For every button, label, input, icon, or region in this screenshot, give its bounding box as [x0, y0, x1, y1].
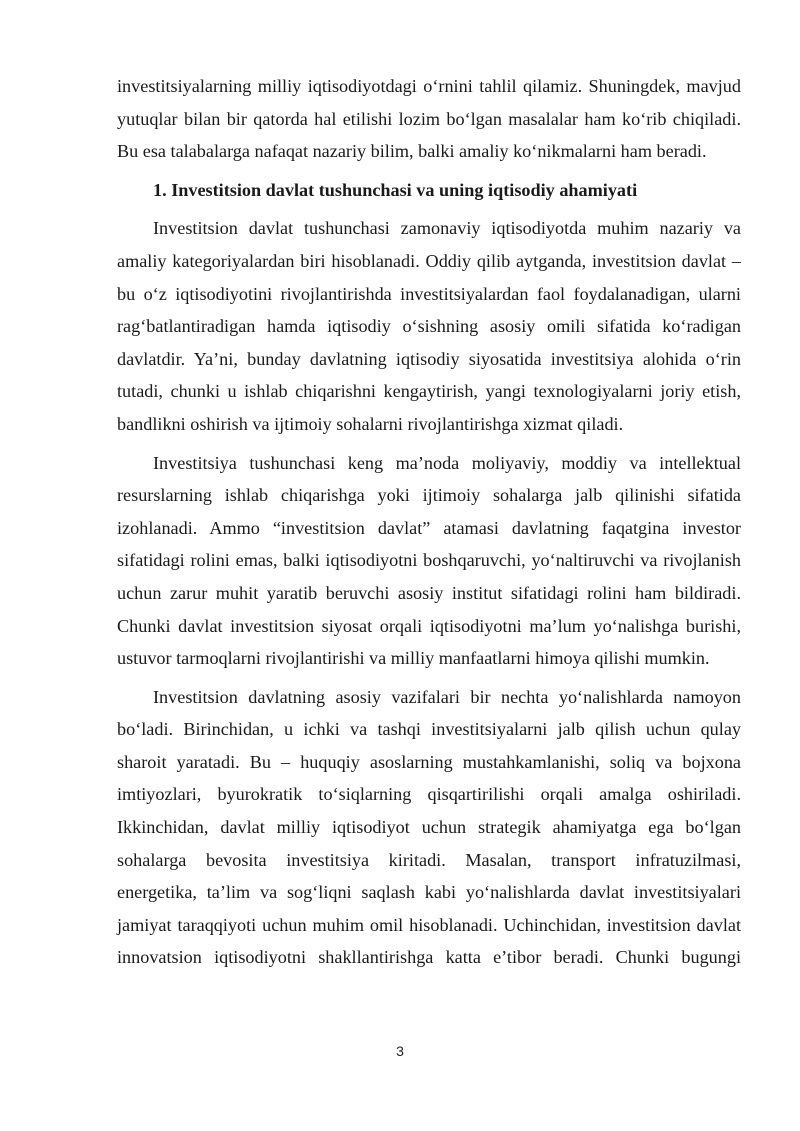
paragraph-line: bu o‘z iqtisodiyotini rivojlantirishda investitsiyalardan faol foydalanadigan, ularni — [117, 283, 741, 304]
paragraph-line: tutadi, chunki u ishlab chiqarishni kengaytirish, yangi texnologiyalarni joriy etish, — [117, 381, 741, 402]
paragraph-line: ustuvor tarmoqlarni rivojlantirishi va milliy manfaatlarni himoya qilishi mumkin. — [117, 648, 710, 669]
section-heading-text: 1. Investitsion davlat tushunchasi va uning iqtisodiy ahamiyati — [153, 179, 638, 200]
paragraph-line: Bu esa talabalarga nafaqat nazariy bilim, balki amaliy ko‘nikmalarni ham beradi. — [117, 141, 707, 162]
paragraph-line: innovatsion iqtisodiyotni shakllantirishga katta e’tibor beradi. Chunki bugungi — [117, 947, 741, 968]
paragraph-line: amaliy kategoriyalardan biri hisoblanadi. Oddiy qilib aytganda, investitsion davlat – — [117, 250, 741, 271]
paragraph-line: jamiyat taraqqiyoti uchun muhim omil hisoblanadi. Uchinchidan, investitsion davlat — [117, 914, 741, 935]
paragraph-2 — [117, 447, 741, 675]
paragraph-line: energetika, ta’lim va sog‘liqni saqlash kabi yo‘nalishlarda davlat investitsiyalari — [117, 882, 741, 903]
paragraph-line: davlatdir. Ya’ni, bunday davlatning iqtisodiy siyosatida investitsiya alohida o‘rin — [117, 348, 741, 369]
paragraph-line: imtiyozlari, byurokratik to‘siqlarning qisqartirilishi orqali amalga oshiriladi. — [117, 784, 741, 805]
paragraph-line: resurslarning ishlab chiqarishga yoki ijtimoiy sohalarga jalb qilinishi sifatida — [117, 485, 741, 506]
document-page — [117, 70, 741, 974]
paragraph-1 — [117, 212, 741, 440]
paragraph-line: investitsiyalarning milliy iqtisodiyotdagi o‘rnini tahlil qilamiz. Shuningdek, mavjud — [117, 76, 741, 96]
paragraph-line: rag‘batlantiradigan hamda iqtisodiy o‘sishning asosiy omili sifatida ko‘radigan — [117, 316, 741, 337]
paragraph-line: uchun zarur muhit yaratib beruvchi asosiy institut sifatidagi rolini ham bildiradi. — [117, 582, 741, 603]
paragraph-line: bandlikni oshirish va ijtimoiy sohalarni rivojlantirishga xizmat qiladi. — [117, 413, 624, 434]
paragraph-line: yutuqlar bilan bir qatorda hal etilishi lozim bo‘lgan masalalar ham ko‘rib chiqiladi. — [117, 108, 741, 129]
paragraph-line: sharoit yaratadi. Bu – huquqiy asoslarning mustahkamlanishi, soliq va bojxona — [117, 751, 741, 772]
paragraph-line: sohalarga bevosita investitsiya kiritadi. Masalan, transport infratuzilmasi, — [117, 849, 741, 870]
paragraph-3 — [117, 681, 741, 974]
paragraph-line: Investitsion davlat tushunchasi zamonaviy iqtisodiyotda muhim nazariy va — [153, 218, 741, 239]
paragraph-line: Investitsiya tushunchasi keng ma’noda moliyaviy, moddiy va intellektual — [153, 452, 741, 473]
section-heading — [117, 174, 741, 207]
intro-paragraph — [117, 70, 741, 168]
paragraph-line: Investitsion davlatning asosiy vazifalari bir nechta yo‘nalishlarda namoyon — [153, 686, 741, 707]
paragraph-line: izohlanadi. Ammo “investitsion davlat” atamasi davlatning faqatgina investor — [117, 517, 741, 538]
paragraph-line: sifatidagi rolini emas, balki iqtisodiyotni boshqaruvchi, yo‘naltiruvchi va rivojlanish — [117, 550, 741, 571]
paragraph-line: Ikkinchidan, davlat milliy iqtisodiyot uchun strategik ahamiyatga ega bo‘lgan — [117, 817, 741, 838]
paragraph-line: bo‘ladi. Birinchidan, u ichki va tashqi investitsiyalarni jalb qilish uchun qulay — [117, 719, 741, 740]
page-number: 3 — [396, 1043, 404, 1059]
paragraph-line: Chunki davlat investitsion siyosat orqali iqtisodiyotni ma’lum yo‘nalishga burishi, — [117, 615, 741, 636]
